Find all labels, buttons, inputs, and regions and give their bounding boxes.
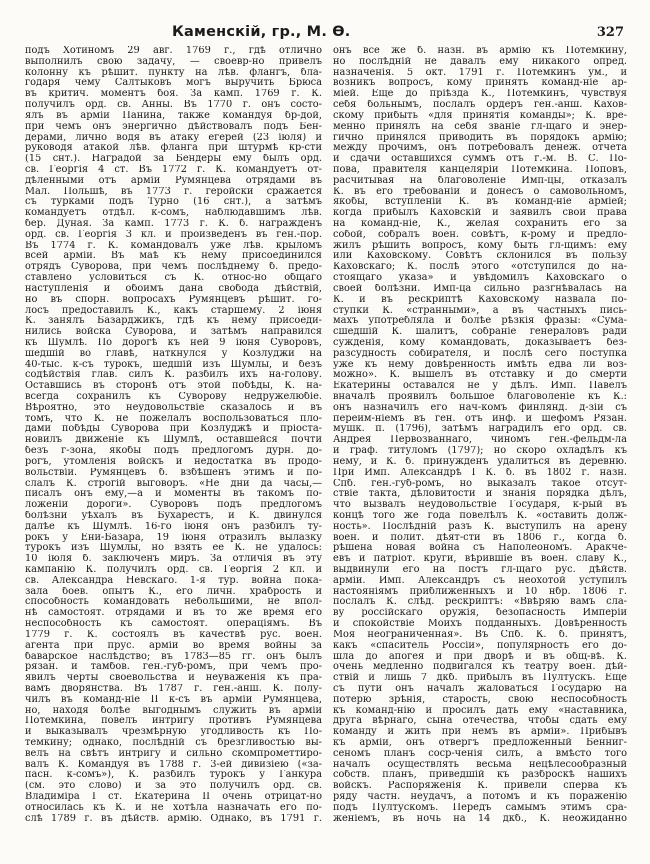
page-number: 327 xyxy=(596,25,624,40)
text-line: К. и въ рескриптѣ Каховскому назвала по- xyxy=(333,294,627,305)
text-line: получилъ орд. св. Анны. Въ 1770 г. онъ состо- xyxy=(25,100,322,111)
text-line: якобы, вступленіи К. въ команд-ніе арміей; xyxy=(333,197,627,208)
text-line: собой, собралъ воен. совѣтъ, к-рому и предло- xyxy=(333,229,627,240)
text-line: выдвинули его на постъ гл-щаго рус. дѣйств. xyxy=(333,565,627,575)
text-line: мушк. п. (1796), затѣмъ наградилъ его орд. св. xyxy=(333,424,627,435)
text-line: велъ на свѣтъ интригу и сильно скомпрометтиро- xyxy=(25,748,322,759)
text-line: всегда сохранилъ къ Суворову недружелюбіе. xyxy=(25,392,322,402)
text-line: рѣшена новая война съ Наполеономъ. Аракче- xyxy=(333,543,627,554)
text-line: можно». К. вышелъ въ отставку и до смерти xyxy=(333,370,627,381)
text-line: ступки К. «странными», а въ частныхъ пись- xyxy=(333,305,627,316)
text-line: св. Александра Невскаго. 1-я тур. война пока- xyxy=(25,575,322,586)
text-line: вольствіи. Румянцевъ б. взбѣшенъ этимъ и по- xyxy=(25,467,322,478)
text-line: содѣйствія глав. силъ К. разбилъ ихъ на-голову. xyxy=(25,370,322,381)
text-line: себя больнымъ, послалъ ордеръ ген.-анш. Кахов- xyxy=(333,100,627,111)
text-line: дѣленными отъ арміи Румянцева отрядами въ xyxy=(25,175,322,186)
text-line: отрядъ Суворова, при чемъ послѣднему б. предо- xyxy=(25,262,322,273)
text-line: (15 снт.). Наградой за Бендеры ему былъ орд. xyxy=(25,154,322,165)
text-line: При Имп. Александрѣ I К. б. въ 1802 г. назн. xyxy=(333,467,627,478)
text-line: сшедшій К. шалитъ, собраніе генераловъ ради xyxy=(333,327,627,338)
text-line: безъ г-зона, якобы подъ предлогомъ дурн. до- xyxy=(25,446,322,457)
text-line: баварское наслѣдство; въ 1783—85 гг. онъ былъ xyxy=(25,651,322,662)
text-line: относилась къ К. и не хотѣла назначать его по- xyxy=(25,802,322,813)
text-line: расчитывая на благоволеніе Имп-цы, отказалъ xyxy=(333,175,627,186)
text-line: при чемъ онъ энергично дѣйствовалъ подъ Бен- xyxy=(25,121,322,132)
text-column-right xyxy=(333,46,627,825)
text-line: когда прибылъ Каховскій и заявилъ свои права xyxy=(333,208,627,219)
text-line: явилъ черты своевольства и неуваженія къ пра- xyxy=(25,673,322,684)
text-line: и спокойствіе Моихъ подданныхъ. Довѣренность xyxy=(333,619,627,630)
text-line: нѣ самостоят. отрядами и въ то же время его xyxy=(25,608,322,619)
text-line: Екатерины оставался не у дѣлъ. Имп. Павелъ xyxy=(333,381,627,392)
text-line: Мал. Польшѣ, въ 1773 г. геройски сражается xyxy=(25,186,322,197)
text-line: ность». Послѣдній разъ К. выступилъ на арену xyxy=(333,521,627,532)
text-line: писалъ онъ ему,—а и моменты въ такомъ по- xyxy=(25,489,322,500)
text-line: съ турками подъ Турно (16 снт.), а затѣмъ xyxy=(25,197,322,208)
text-line: шла до апогея и при дворѣ и въ общ-вѣ. К. xyxy=(333,651,627,662)
text-line: къ команд-нію и просилъ дать ему «наставника, xyxy=(333,705,627,716)
text-line: Въ 1774 г. К. командовалъ уже лѣв. крыломъ xyxy=(25,240,322,251)
text-line: ялъ въ арміи Панина, также командуя бр-дой, xyxy=(25,110,322,121)
text-line: началъ осуществлять весьма нецѣлесообразный xyxy=(333,759,627,770)
text-line: съ пути онъ началъ жаловаться Государю на xyxy=(333,683,627,694)
text-line: 40-тыс. к-съ турокъ, шедшій изъ Шумлы, и безъ xyxy=(25,359,322,370)
text-line: женіемъ, въ ночь на 14 дкб., К. неожиданно xyxy=(333,813,627,824)
text-line: ложеніи дороги». Суворовъ подъ предлогомъ xyxy=(25,500,322,511)
text-line: стоящаго указа» и увѣдомилъ Каховскаго о xyxy=(333,273,627,284)
text-line: подъ Пултускомъ. Передъ самымъ этимъ сра- xyxy=(333,802,627,813)
text-line: выполнилъ свою задачу, — своевр-но привелъ xyxy=(25,56,322,67)
text-line: Оставшись въ сторонѣ отъ этой побѣды, К. на- xyxy=(25,381,322,392)
text-line: К. въ его требованіи и донесъ о самовольномъ, xyxy=(333,186,627,197)
text-line: сужденія, кому командовать, доказываетъ без- xyxy=(333,337,627,348)
text-line: турокъ изъ Шумлы, но взять ее К. не удалось: xyxy=(25,543,322,554)
text-line: кампанію К. получилъ орд. св. Георгія 2 кл. и xyxy=(25,565,322,575)
text-line: Андрея Первозваннаго, чиномъ ген.-фельдм-ла xyxy=(333,435,627,446)
text-line: собств. планъ, приведшій къ разброскѣ нашихъ xyxy=(333,770,627,781)
text-line: 10 іюля б. заключенъ миръ. За отличія въ эту xyxy=(25,554,322,565)
text-line: и выказывалъ чрезмѣрную угодливость къ По- xyxy=(25,727,322,738)
text-column-left xyxy=(25,46,322,825)
text-line: подъ Хотиномъ 29 авг. 1769 г., гдѣ отлично xyxy=(25,46,322,56)
text-line: гично принялся приводить въ порядокъ армію; xyxy=(333,132,627,143)
text-line: и граф. титуломъ (1797); но скоро охладѣлъ къ xyxy=(333,446,627,457)
text-line: нему, и К. б. принужденъ удалиться въ деревню. xyxy=(333,456,627,467)
running-head xyxy=(0,24,650,42)
text-line: ствіе такта, дѣловитости и знанія порядка дѣлъ, xyxy=(333,489,627,500)
text-line: Владиміра I ст. Екатерина II очень отрицат-но xyxy=(25,792,322,803)
text-line: агента при прус. арміи во время войны за xyxy=(25,640,322,651)
text-line: темкину; однако, послѣдній съ брезгливостью вы- xyxy=(25,738,322,748)
text-line: ву россійскаго оружія, безопасность Имперіи xyxy=(333,608,627,619)
text-line: но въ спорн. вопросахъ Румянцевъ рѣшит. го- xyxy=(25,294,322,305)
text-line: командуетъ отдѣл. к-сомъ, наблюдавшимъ лѣв. xyxy=(25,208,322,219)
text-columns xyxy=(25,46,627,825)
text-line: Каховскаго; К. послѣ этого «отступился до на- xyxy=(333,262,627,273)
text-line: пасн. к-сомъ»), К. разбилъ турокъ у Ганкура xyxy=(25,770,322,781)
text-line: своей болѣзни. Имп-ца сильно разгнѣвалась на xyxy=(333,283,627,294)
text-line: ствій и лишь 7 дкб. прибылъ въ Пултускъ. Еще xyxy=(333,673,627,684)
text-line: бер. Дуная. За камп. 1773 г. К. б. награжденъ xyxy=(25,219,322,229)
text-line: менно принялъ на себя званіе гл-щаго и энер- xyxy=(333,121,627,132)
text-line: къ арміи, онъ отвергъ предложенный Бенниг- xyxy=(333,738,627,748)
text-line: далѣе къ Шумлѣ. 16-го іюня онъ разбилъ ту- xyxy=(25,521,322,532)
text-line: войскъ. Распоряженія К. привели сперва къ xyxy=(333,781,627,792)
text-line: (см. это слово) и за это получилъ орд. св. xyxy=(25,781,322,792)
text-line: разсудность собирателя, и послѣ сего поступка xyxy=(333,348,627,359)
text-line: переим-ніемъ въ ген. отъ инф. и шефомъ Рязан. xyxy=(333,413,627,424)
text-line: пова, правителя канцеляріи Потемкина. Поповъ, xyxy=(333,164,627,175)
text-line: но, находя болѣе выгоднымъ служить въ арміи xyxy=(25,705,322,716)
text-line: евъ и патріот. круги, вѣрившіе въ воен. славу К., xyxy=(333,554,627,565)
text-line: ставлено условиться съ К. относ-но общаго xyxy=(25,273,322,284)
text-line: жилъ рѣшить вопросъ, кому быть гл-щимъ: ему xyxy=(333,240,627,251)
text-line: друга вѣрнаго, сына отечества, чтобы сдать ему xyxy=(333,716,627,727)
text-line: орд. св. Георгія 3 кл. и произведенъ въ ген.-пор. xyxy=(25,229,322,240)
text-line: Вѣроятно, это неудовольствіе сказалось и въ xyxy=(25,402,322,413)
text-line: зала боев. опытъ К., его личн. храбрость и xyxy=(25,586,322,597)
text-line: къ Шумлѣ. По дорогѣ къ ней 9 іюня Суворовъ, xyxy=(25,337,322,348)
text-line: скому прибыть «для принятія команды»; К. вре- xyxy=(333,110,627,121)
article-title: Каменскій, гр., М. Ѳ. xyxy=(172,24,351,40)
text-line: 1779 г. К. состоялъ въ качествѣ рус. воен. xyxy=(25,629,322,640)
text-line: онъ все же б. назн. въ армію къ Потемкину, xyxy=(333,46,627,56)
text-line: на команд-ніе, К., желая сохранить его за xyxy=(333,219,627,229)
text-line: міей. Еще до пріѣзда К., Потемкинъ, чувствуя xyxy=(333,89,627,100)
text-line: арміи. Имп. Александръ съ неохотой уступилъ xyxy=(333,575,627,586)
text-line: онъ назначилъ его нач-комъ финлянд. д-зіи съ xyxy=(333,402,627,413)
text-line: К. занялъ Базарджикъ, гдѣ къ нему присоеди- xyxy=(25,316,322,327)
text-line: наступленія и обоимъ дана свобода дѣйствій, xyxy=(25,283,322,294)
text-line: между прочимъ, онъ потребовалъ денеж. отчета xyxy=(333,143,627,154)
text-line: очень медленно подвигался къ театру воен. дѣй- xyxy=(333,662,627,673)
text-line: рогъ, утомленія войскъ и недостатка въ продо- xyxy=(25,456,322,467)
text-line: шедшій во главѣ, наткнулся у Козлуджи на xyxy=(25,348,322,359)
text-line: нились войска Суворова, и затѣмъ направился xyxy=(25,327,322,338)
text-line: руководя атакой лѣв. фланга при штурмѣ кр-сти xyxy=(25,143,322,154)
text-line: болѣзни уѣхалъ въ Бухарестъ, и К. двинулся xyxy=(25,510,322,521)
text-line: валъ К. Командуя въ 1788 г. 3-ей дивизіею («за- xyxy=(25,759,322,770)
text-line: Моя неограниченная». Въ Спб. К. б. принятъ, xyxy=(333,629,627,640)
text-line: вамъ дворянства. Въ 1787 г. ген.-анш. К. полу- xyxy=(25,683,322,694)
text-line: и сдачи оставшихся суммъ отъ г.-м. В. С. По- xyxy=(333,154,627,165)
text-line: въ критич. моментъ боя. За камп. 1769 г. К. xyxy=(25,89,322,100)
text-line: какъ «спаситель Россіи», популярность его до- xyxy=(333,640,627,651)
text-line: уже къ нему довѣренность имѣть едва ли воз- xyxy=(333,359,627,370)
text-line: махъ употребляла и болѣе рѣзкія фразы: «Сума- xyxy=(333,316,627,327)
text-line: новилъ движеніе къ Шумлѣ, оставшейся почти xyxy=(25,435,322,446)
text-line: Спб. ген.-губ-ромъ, но выказалъ такое отсут- xyxy=(333,478,627,489)
text-line: колонну къ рѣшит. пункту на лѣв. флангъ, бла- xyxy=(25,67,322,78)
text-line: команду и жить при немъ въ арміи». Прибывъ xyxy=(333,727,627,738)
text-line: но послѣдній не давалъ ему никакого опред. xyxy=(333,56,627,67)
text-line: назначенія. 5 окт. 1791 г. Потемкинъ ум., и xyxy=(333,67,627,78)
text-line: рокъ у Ени-Базара, 19 іюня отразилъ вылазку xyxy=(25,532,322,543)
text-line: лосъ предоставилъ К., какъ старшему. 2 іюня xyxy=(25,305,322,316)
text-line: воен. и полит. дѣят-сти въ 1806 г., когда б. xyxy=(333,532,627,543)
text-line: дами побѣды Суворова при Козлуджѣ и пріоста- xyxy=(25,424,322,435)
text-line: способность командовать небольшими, не впол- xyxy=(25,597,322,608)
text-line: что вызвалъ неудовольствіе Государя, к-рый въ xyxy=(333,500,627,511)
text-line: дерами, лично водя въ атаку егерей (23 іюля) и xyxy=(25,132,322,143)
text-line: послалъ К. слѣд. рескриптъ: «Ввѣряю вамъ сла- xyxy=(333,597,627,608)
text-line: неспособность къ самостоят. операціямъ. Въ xyxy=(25,619,322,630)
text-line: вначалѣ проявилъ большое благоволеніе къ К.: xyxy=(333,392,627,402)
text-line: годаря чему Салтыковъ могъ выручить Брюса xyxy=(25,78,322,89)
text-line: возникъ вопросъ, кому принять команд-ніе ар- xyxy=(333,78,627,89)
text-line: ряду частн. неудачъ, а потомъ и къ пораженію xyxy=(333,792,627,803)
text-line: Потемкина, повелъ интригу противъ Румянцева xyxy=(25,716,322,727)
text-line: св. Георгія 4 ст. Въ 1772 г. К. командуетъ от- xyxy=(25,164,322,175)
text-line: сеномъ планъ соср-ченія силъ, а вмѣсто того xyxy=(333,748,627,759)
text-line: рязан. и тамбов. ген.-губ-ромъ, при чемъ про- xyxy=(25,662,322,673)
text-line: чилъ въ команд-ніе II к-съ въ арміи Румянцева, xyxy=(25,694,322,705)
text-line: концѣ того же года повелѣлъ К. «оставить долж- xyxy=(333,510,627,521)
text-line: слѣ 1789 г. въ дѣйств. армію. Однако, въ 1791 г. xyxy=(25,813,322,824)
text-line: всей арміи. Въ маѣ къ нему присоединился xyxy=(25,251,322,262)
text-line: или Каховскому. Совѣтъ склонился въ пользу xyxy=(333,251,627,262)
text-line: потерю зрѣнія, старость, свою неспособность xyxy=(333,694,627,705)
text-line: томъ, что К. не пожелалъ воспользоваться пло- xyxy=(25,413,322,424)
text-line: слалъ К. строгій выговоръ. «Не дни да часы,— xyxy=(25,478,322,489)
text-line: настояніямъ приближенныхъ и 10 нбр. 1806 г. xyxy=(333,586,627,597)
